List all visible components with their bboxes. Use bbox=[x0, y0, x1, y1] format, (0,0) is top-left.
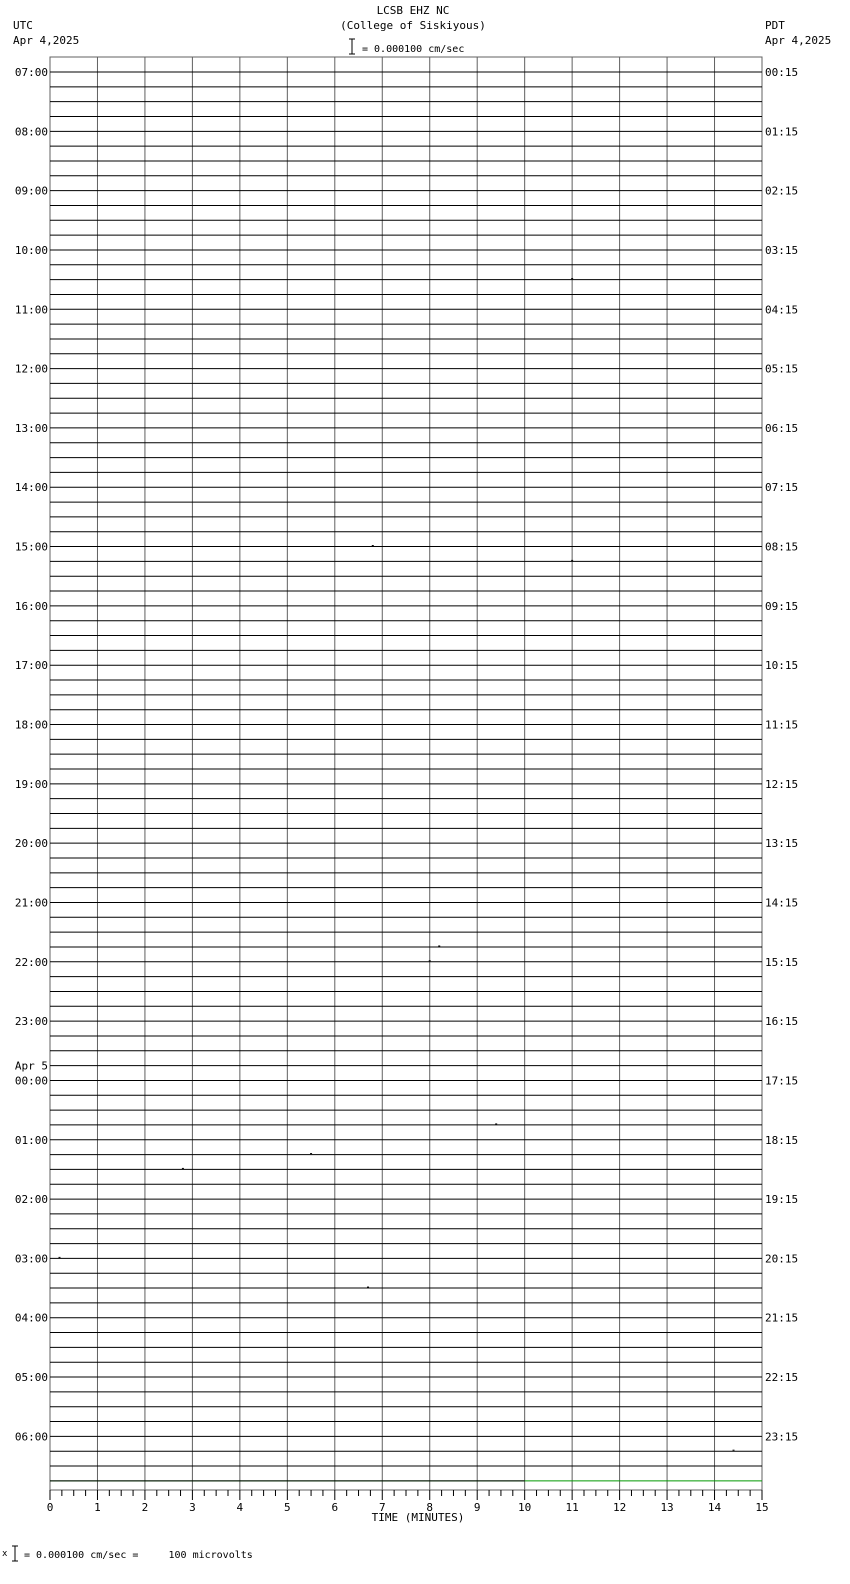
utc-hour-label: 11:00 bbox=[14, 303, 48, 317]
utc-hour-label: 03:00 bbox=[14, 1252, 48, 1266]
scale-text: = 0.000100 cm/sec bbox=[362, 44, 465, 55]
right-date: Apr 4,2025 bbox=[765, 34, 832, 47]
x-tick-label: 2 bbox=[141, 1501, 149, 1514]
pdt-hour-label: 22:15 bbox=[765, 1371, 799, 1385]
x-tick-label: 14 bbox=[707, 1501, 722, 1514]
utc-hour-label: 04:00 bbox=[14, 1311, 48, 1325]
pdt-hour-label: 11:15 bbox=[765, 718, 799, 732]
x-tick-label: 4 bbox=[236, 1501, 244, 1514]
x-tick-label: 9 bbox=[473, 1501, 481, 1514]
right-timezone: PDT bbox=[765, 19, 785, 32]
utc-hour-label: 23:00 bbox=[14, 1015, 48, 1029]
pdt-hour-label: 19:15 bbox=[765, 1193, 799, 1207]
pdt-hour-label: 12:15 bbox=[765, 777, 799, 791]
pdt-hour-label: 03:15 bbox=[765, 243, 799, 257]
utc-hour-label: 22:00 bbox=[14, 955, 48, 969]
utc-hour-label: 17:00 bbox=[14, 659, 48, 673]
utc-hour-label: 21:00 bbox=[14, 896, 48, 910]
pdt-hour-label: 21:15 bbox=[765, 1311, 799, 1325]
utc-hour-label: 10:00 bbox=[14, 243, 48, 257]
utc-hour-label: 05:00 bbox=[14, 1371, 48, 1385]
footer-scale-bar-icon bbox=[11, 1545, 21, 1563]
pdt-hour-label: 18:15 bbox=[765, 1133, 799, 1147]
label-layer bbox=[15, 66, 798, 1524]
x-tick-label: 10 bbox=[518, 1501, 532, 1514]
utc-hour-label: 09:00 bbox=[14, 184, 48, 198]
grid-layer bbox=[50, 57, 762, 1490]
left-timezone: UTC bbox=[13, 19, 33, 32]
x-axis-label: TIME (MINUTES) bbox=[371, 1511, 465, 1524]
x-tick-label: 1 bbox=[94, 1501, 101, 1514]
utc-hour-label: 13:00 bbox=[14, 421, 48, 435]
utc-date-label: Apr 5 bbox=[14, 1059, 48, 1073]
x-tick-label: 6 bbox=[331, 1501, 339, 1514]
utc-hour-label: 19:00 bbox=[14, 777, 48, 791]
pdt-hour-label: 09:15 bbox=[765, 599, 799, 613]
x-tick-label: 0 bbox=[46, 1501, 54, 1514]
utc-hour-label: 20:00 bbox=[14, 837, 48, 851]
left-date: Apr 4,2025 bbox=[13, 34, 80, 47]
x-tick-label: 5 bbox=[284, 1501, 291, 1514]
pdt-hour-label: 01:15 bbox=[765, 125, 799, 139]
pdt-hour-label: 16:15 bbox=[765, 1015, 799, 1029]
pdt-hour-label: 05:15 bbox=[765, 362, 799, 376]
pdt-hour-label: 06:15 bbox=[765, 421, 799, 435]
footer-scale-text: = 0.000100 cm/sec = 100 microvolts bbox=[24, 1550, 253, 1561]
trace-layer bbox=[50, 72, 762, 1481]
station-title: LCSB EHZ NC bbox=[376, 4, 450, 17]
x-tick-label: 11 bbox=[565, 1501, 579, 1514]
utc-hour-label: 18:00 bbox=[14, 718, 48, 732]
x-tick-label: 7 bbox=[378, 1501, 386, 1514]
x-tick-label: 12 bbox=[612, 1501, 627, 1514]
plot-frame bbox=[50, 57, 762, 1490]
utc-hour-label: 02:00 bbox=[14, 1193, 48, 1207]
utc-hour-label: 08:00 bbox=[14, 125, 48, 139]
x-tick-label: 15 bbox=[755, 1501, 769, 1514]
pdt-hour-label: 10:15 bbox=[765, 659, 799, 673]
utc-hour-label: 07:00 bbox=[14, 66, 48, 79]
pdt-hour-label: 15:15 bbox=[765, 955, 799, 969]
utc-hour-label: 00:00 bbox=[14, 1074, 48, 1088]
pdt-hour-label: 00:15 bbox=[765, 66, 799, 79]
footer-prefix: x bbox=[2, 1549, 8, 1559]
pdt-hour-label: 07:15 bbox=[765, 481, 799, 495]
x-tick-label: 8 bbox=[426, 1501, 434, 1514]
utc-hour-label: 12:00 bbox=[14, 362, 48, 376]
pdt-hour-label: 02:15 bbox=[765, 184, 799, 198]
utc-hour-label: 16:00 bbox=[14, 599, 48, 613]
utc-hour-label: 01:00 bbox=[14, 1133, 48, 1147]
event-layer bbox=[58, 279, 734, 1451]
site-subtitle: (College of Siskiyous) bbox=[340, 19, 486, 32]
pdt-hour-label: 23:15 bbox=[765, 1430, 799, 1444]
x-tick-label: 3 bbox=[189, 1501, 196, 1514]
utc-hour-label: 15:00 bbox=[14, 540, 48, 554]
pdt-hour-label: 17:15 bbox=[765, 1074, 799, 1088]
pdt-hour-label: 13:15 bbox=[765, 837, 799, 851]
pdt-hour-label: 14:15 bbox=[765, 896, 799, 910]
x-tick-label: 13 bbox=[660, 1501, 674, 1514]
pdt-hour-label: 04:15 bbox=[765, 303, 799, 317]
pdt-hour-label: 08:15 bbox=[765, 540, 799, 554]
pdt-hour-label: 20:15 bbox=[765, 1252, 799, 1266]
utc-hour-label: 14:00 bbox=[14, 481, 48, 495]
utc-hour-label: 06:00 bbox=[14, 1430, 48, 1444]
